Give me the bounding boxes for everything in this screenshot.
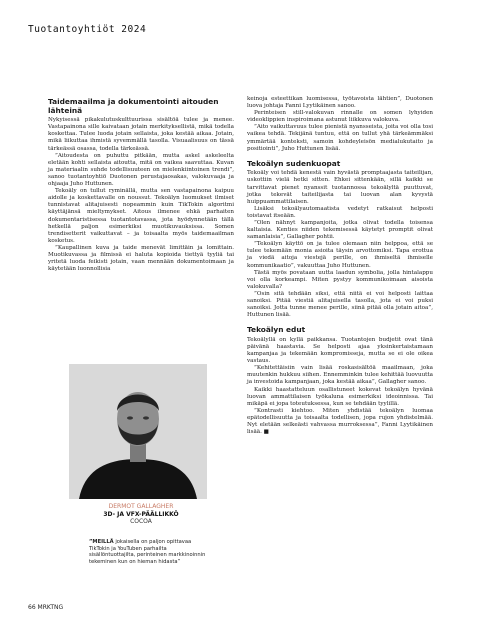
- caption-person-title: 3D- JA VFX-PÄÄLLIKKÖ: [103, 510, 179, 518]
- portrait-illustration: [69, 364, 207, 499]
- section-heading-taidemaailma: Taidemaailma ja dokumentointi aitouden lähteinä: [48, 97, 219, 115]
- body-paragraph: ”Kontrasti kiehtoo. Miten yhdistää tekoälyn luomaa epätodellisuutta ja toisaalta todellisen, jopa rujon yhdistelmää. Nyt eletään selkeästi vahvassa murroksessa”, Fanni Lyytikäinen lisää. ■: [247, 407, 433, 436]
- body-paragraph: ”Aitoudesta on puhuttu pitkään, mutta askel askeleelta eletään kohti sellaista aitoutta, mitä on vaikea saavuttaa. Kuvan ja materiaalin suhde todellisuuteen on mielenkiintoinen trendi”, sanoo tuotantoyhtiö Duotonen perustajaosakas, valokuvaaja ja ohjaaja Juho Huttunen.: [48, 152, 234, 188]
- pull-quote-lead: ”MEILLÄ: [89, 539, 114, 545]
- body-paragraph: keinoja esteettikan luomisessa, työtavoista lähtien”, Duotonen luova johtaja Fanni Lyytikäinen sanoo.: [247, 96, 433, 110]
- left-article-column: [48, 98, 234, 273]
- body-paragraph: Kaikki haastatteluun osallistuneet kokevat tekoälyn hyvänä luovan ammattilaisen työkaluna esimerkiksi ideoinnissa. Tai mikäpä ei jopa toteutuksessa, kun se tehdään tyylillä.: [247, 386, 433, 407]
- body-paragraph: ”Olen nähnyt kampanjoita, jotka olivat todella toisensa kaltaisia. Kenties niiden tekemisessä käytetyt promptit olivat samanlaisia”, Gallagher pohtii.: [247, 220, 433, 241]
- body-paragraph: Tekoäly on tullut ryminällä, mutta sen vastapainona kaipuu aidolle ja koskettavalle on noussut. Tekoälyn luomukset ilmiset tunnistavat alitajuisesti nopeammin kuin TikTokin algoritmi käyttäjänsä mieltymykset. Aitous ilmenee ehkä parhaiten dokumentaristisessa tuotantotavassa, jota hyödynnetään tällä hetkellä paljon esimerkiksi muotikuvauksissa. Somen trendisetterit vaikuttavat – ja toisaalta myös taidemaailman kosketus.: [48, 188, 234, 244]
- section-heading-edut: Tekoälyn edut: [247, 325, 306, 335]
- page-footer: 66 MRKTNG: [28, 604, 64, 611]
- body-paragraph: ”Kehitettäisiin vain lisää roskasisältöä maailmaan, joka muutenkin hukkuu siihen. Ennemminkin tulee kehittää luovuutta ja investoida kampanjaan, joka kestää aikaa”, Gallagher sanoo.: [247, 365, 433, 386]
- body-paragraph: Tekoälyllä on kyllä paikkansa. Tuotantojen budjetit ovat tänä päivänä haastavia. Se helposti ajaa yksinkertaistamaan kampanjaa ja tekemään kompromisseja, mutta se ei ole oikea vastaus.: [247, 336, 433, 365]
- body-paragraph: Nykyisessä pikakulutuskulttuurissa sisältöä tulee ja menee. Vastapainona sille kaivataan jotain merkityksellistä, mikä todella koskettaa. Tulee luoda jotain sellaista, joka kestää aikaa. Jotain, mikä liikuttaa ihmistä syvemmällä tasolla. Visuaalisuus on tässä tärkeässä osassa, todella tärkeässä.: [48, 117, 234, 152]
- page-header-title: Tuotantoyhtiöt 2024: [28, 24, 147, 35]
- caption-company: COCOA: [130, 518, 152, 526]
- right-article-column: [247, 96, 433, 436]
- section-heading-sudenkuopat: Tekoälyn sudenkuopat: [247, 158, 341, 168]
- body-paragraph: Tästä myös povataan uutta laadun symbolia, jolla hintalappu voi olla korkeampi. Miten pystyy kommunikoimaan aisoista valokuvalla?: [247, 269, 433, 290]
- body-paragraph: ”Kaupallinen kuva ja taide menevät limittäin ja lomittain. Muotikuvassa ja filmissä ei haluta kopioida tiettyä tyyliä tai yritetä luoda feikisti jotain, vaan mennään dokumentoimaan ja käytetään luonnollisia: [48, 244, 234, 273]
- body-paragraph: ”Tekoälyn käyttö on ja tulee olemaan niin helppoa, että se tulee tekemään monia asioita täysin arvottomiksi. Tapa erottua ja viedä aitoja viestejä perille, on ihmiseltä ihmiselle kommunikaatio”, vakuuttaa Juho Huttunen.: [247, 241, 433, 269]
- body-paragraph: ”Osin sitä tehdään siksi, että niitä ei voi helposti laittaa sanoiksi. Pitää viestiä alitajuisella tasolla, jota ei voi puksi sanoiksi. Jotta tunne menee perille, siinä pitää olla jotain aitoa”, Huttunen lisää.: [247, 290, 433, 319]
- caption-person-name: DERMOT GALLAGHER: [108, 503, 174, 510]
- portrait-photo: [69, 364, 207, 499]
- body-paragraph: ”Aito vaikuttavuus tulee pienistä nyansseista, joita voi olla tosi vaikea tehdä. Tekijänä tuntuu, että on tullut yhä tärkeämmäksi ymmärtää konteksti, samoin kohdeyleisön medialukutaito ja positiointi”, Juho Huttunen lisää.: [247, 124, 433, 152]
- pull-quote-text: jokaisella on paljon opittavaa TikTokin ja YouTuben parhailta sisällöntuottajilta, perinteinen markkinoinnin tekeminen kun on hieman hidasta”: [89, 539, 206, 565]
- body-paragraph: Lisäksi tekoälyautomaatista vedetyt ratkaisut helposti toistavat itseään.: [247, 205, 433, 219]
- body-paragraph: Tekoäly voi tehdä kenestä vain hyvästä promptaajasta taiteilijan, uskottiin vielä hetki sitten. Ehkei sittenkään, sillä kaikki se tarvittavat pienet nyanssit tuotannossa tekoälyltä puuttuvat, jotka tekevät taiteilijasta tai luovan alan kyvystä huippuammattilaisen.: [247, 170, 433, 205]
- body-paragraph: Perinteisen still-valokuvan rinnalle on somen lyhyiden videoklippien inspiroimana astunut liikkuva valokuva.: [247, 110, 433, 124]
- photo-caption: [48, 503, 234, 526]
- pull-quote: [89, 539, 207, 565]
